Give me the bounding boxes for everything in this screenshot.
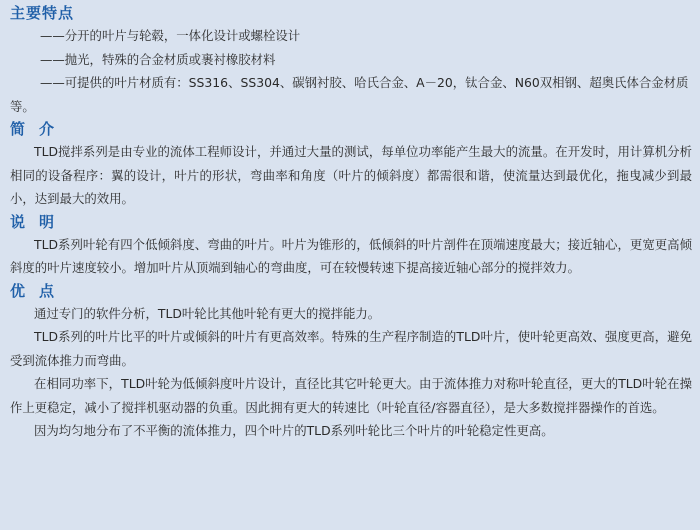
section-title-advantages: 优点 (10, 281, 69, 300)
feature-item-1: ——分开的叶片与轮毂，一体化设计或螺栓设计 (40, 28, 301, 43)
section-title-intro: 简介 (10, 120, 69, 138)
section-title-description: 说明 (10, 212, 69, 231)
advantage-paragraph-3: 在相同功率下，TLD叶轮为低倾斜度叶片设计，直径比其它叶轮更大。由于流体推力对称叶轮直径，更大的TLD叶轮在操作上更稳定，减小了搅拌机驱动器的负重。因此拥有更大的转速比（叶轮直径/容器直径），是大多数搅拌器操作的首选。 (10, 376, 692, 415)
feature-item-3: ——可提供的叶片材质有：SS316、SS304、碳钢衬胶、哈氏合金、A－20，钛合金、N60双相钢、超奥氏体合金材质等。 (10, 75, 689, 114)
advantage-paragraph-4: 因为均匀地分布了不平衡的流体推力，四个叶片的TLD系列叶轮比三个叶片的叶轮稳定性更高。 (34, 423, 554, 438)
intro-paragraph: TLD搅拌系列是由专业的流体工程师设计，并通过大量的测试，每单位功率能产生最大的流量。在开发时，用计算机分析相同的设备程序：翼的设计，叶片的形状，弯曲率和角度（叶片的倾斜度）都需很和谐，使流量达到最优化，拖曳减少到最小，达到最大的效用。 (10, 144, 692, 206)
feature-item-2: ——抛光，特殊的合金材质或裹衬橡胶材料 (40, 51, 276, 67)
advantage-paragraph-1: 通过专门的软件分析，TLD叶轮比其他叶轮有更大的搅拌能力。 (34, 305, 381, 321)
advantage-paragraph-2: TLD系列的叶片比平的叶片或倾斜的叶片有更高效率。特殊的生产程序制造的TLD叶片，使叶轮更高效、强度更高，避免受到流体推力而弯曲。 (10, 329, 692, 368)
description-paragraph: TLD系列叶轮有四个低倾斜度、弯曲的叶片。叶片为锥形的，低倾斜的叶片剖件在顶端速度最大；接近轴心，更宽更高倾斜度的叶片速度较小。增加叶片从顶端到轴心的弯曲度，可在较慢转速下提高接近轴心部分的搅拌效力。 (10, 236, 692, 275)
section-title-features: 主要特点 (10, 4, 75, 22)
